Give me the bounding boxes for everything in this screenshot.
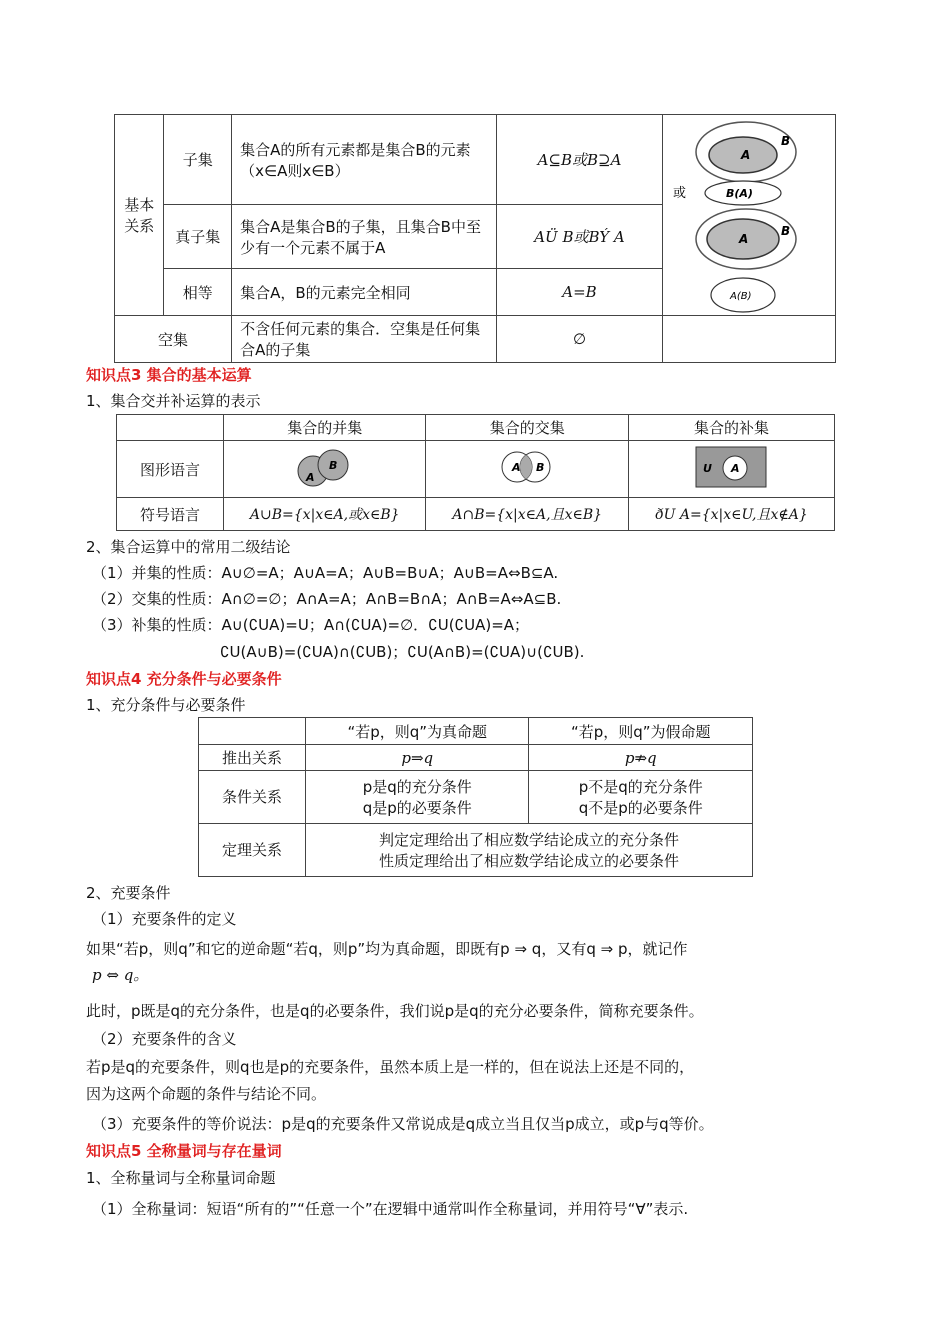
sec4-d3: p ⇔ q。 [92,966,149,984]
sec4-d5: （2）充要条件的含义 [92,1030,237,1048]
cond-header-true: “若p，则q”为真命题 [306,718,529,745]
sec3-title: 知识点3 集合的基本运算 [86,366,252,384]
ops-header-intersection: 集合的交集 [426,415,628,441]
ops-sym-intersection: A∩B={x|x∈A,且x∈B} [426,498,628,531]
union-label-b: B [328,459,338,473]
ops-sym-complement: ðU A={x|x∈U,且x∉A} [628,498,834,531]
sec4-sub2: 2、充要条件 [86,884,171,902]
row-name-empty: 空集 [115,316,232,363]
intersection-label-a: A [512,461,521,475]
sec3-sub1: 1、集合交并补运算的表示 [86,392,261,410]
row-name-subset: 子集 [164,115,232,205]
cond-rel-false-2: q不是p的必要条件 [578,798,703,817]
condition-table [198,717,753,877]
row-desc-equal: 集合A，B的元素完全相同 [232,269,497,316]
sec5-title: 知识点5 全称量词与存在量词 [86,1142,282,1160]
sec3-sub2: 2、集合运算中的常用二级结论 [86,538,291,556]
cond-infer-true: p⇒q [306,745,529,771]
sec4-title: 知识点4 充分条件与必要条件 [86,670,282,688]
sec4-d8: （3）充要条件的等价说法：p是q的充要条件又常说成是q成立当且仅当p成立，或p与q等价。 [92,1115,714,1133]
intersection-venn [487,445,567,489]
venn-label-b2: B [781,224,791,238]
row-desc-proper-subset: 集合A是集合B的子集，且集合B中至少有一个元素不属于A [232,205,497,269]
group-label: 基本 关系 [115,115,164,316]
subset-venn-diagrams [663,115,833,315]
ops-corner [117,415,224,441]
complement-label-u: U [703,462,713,476]
complement-venn [691,443,771,491]
venn-label-b1: B [781,134,791,148]
intersection-label-b: B [536,461,545,475]
cond-theorem-2: 性质定理给出了相应数学结论成立的必要条件 [378,851,679,870]
ops-header-complement: 集合的补集 [628,415,834,441]
venn-label-a2: A [739,232,749,246]
cond-row-relation: 条件关系 [199,771,306,823]
row-desc-empty: 不含任何元素的集合．空集是任何集合A的子集 [232,316,497,363]
venn-label-a1: A [741,148,751,162]
sec4-d1: （1）充要条件的定义 [92,910,237,928]
sec4-d6: 若p是q的充要条件，则q也是p的充要条件，虽然本质上是一样的，但在说法上还是不同的， [86,1058,695,1076]
cond-corner [199,718,306,745]
venn-or-label: 或 [673,186,687,201]
sec5-sub1: 1、全称量词与全称量词命题 [86,1169,276,1187]
row-sym-equal: A=B [496,269,663,316]
sec4-d7: 因为这两个命题的条件与结论不同。 [86,1085,327,1103]
cond-rel-false-1: p不是q的充分条件 [578,777,703,796]
row-desc-subset: 集合A的所有元素都是集合B的元素（x∈A则x∈B） [232,115,497,205]
ops-sym-union: A∪B={x|x∈A,或x∈B} [224,498,426,531]
cond-row-infer: 推出关系 [199,745,306,771]
sec3-p3: （3）补集的性质：A∪(∁UA)=U；A∩(∁UA)=∅．∁U(∁UA)=A； [92,616,530,634]
cond-header-false: “若p，则q”为假命题 [529,718,753,745]
union-label-a: A [305,471,315,485]
complement-label-a: A [731,462,740,476]
row-sym-subset: A⊆B或B⊇A [496,115,663,205]
sec3-p1: （1）并集的性质：A∪∅=A；A∪A=A；A∪B=B∪A；A∪B=A⇔B⊆A. [92,564,559,582]
sec3-p4: ∁U(A∪B)=(∁UA)∩(∁UB)；∁U(A∩B)=(∁UA)∪(∁UB). [220,643,585,661]
sec4-d4: 此时，p既是q的充分条件，也是q的必要条件，我们说p是q的充分必要条件，简称充要条件。 [86,1002,704,1020]
ops-row-graph: 图形语言 [117,441,224,498]
sec4-d2: 如果“若p，则q”和它的逆命题“若q，则p”均为真命题，即既有p ⇒ q，又有q ⇒ p，就记作 [86,940,688,958]
empty-cell [663,316,836,363]
row-sym-empty: ∅ [496,316,663,363]
row-name-equal: 相等 [164,269,232,316]
venn-label-ba: B(A) [726,187,754,200]
cond-infer-false: p⇏q [529,745,753,771]
sec3-p2: （2）交集的性质：A∩∅=∅；A∩A=A；A∩B=B∩A；A∩B=A⇔A⊆B. [92,590,562,608]
set-operations-table [116,414,835,531]
row-sym-proper-subset: AÜ B或BÝ A [496,205,663,269]
union-venn [285,443,365,491]
ops-header-union: 集合的并集 [224,415,426,441]
venn-label-ab: A(B) [730,291,752,302]
sec4-sub1: 1、充分条件与必要条件 [86,696,246,714]
set-relations-table [114,114,836,363]
cond-theorem-1: 判定定理给出了相应数学结论成立的充分条件 [378,830,679,849]
cond-rel-true-2: q是p的必要条件 [362,798,472,817]
sec5-d1: （1）全称量词：短语“所有的”“任意一个”在逻辑中通常叫作全称量词，并用符号“∀”表示. [92,1200,689,1218]
venn-cell [663,115,836,316]
cond-rel-true-1: p是q的充分条件 [362,777,472,796]
row-name-proper-subset: 真子集 [164,205,232,269]
cond-row-theorem: 定理关系 [199,823,306,876]
ops-row-sym: 符号语言 [117,498,224,531]
